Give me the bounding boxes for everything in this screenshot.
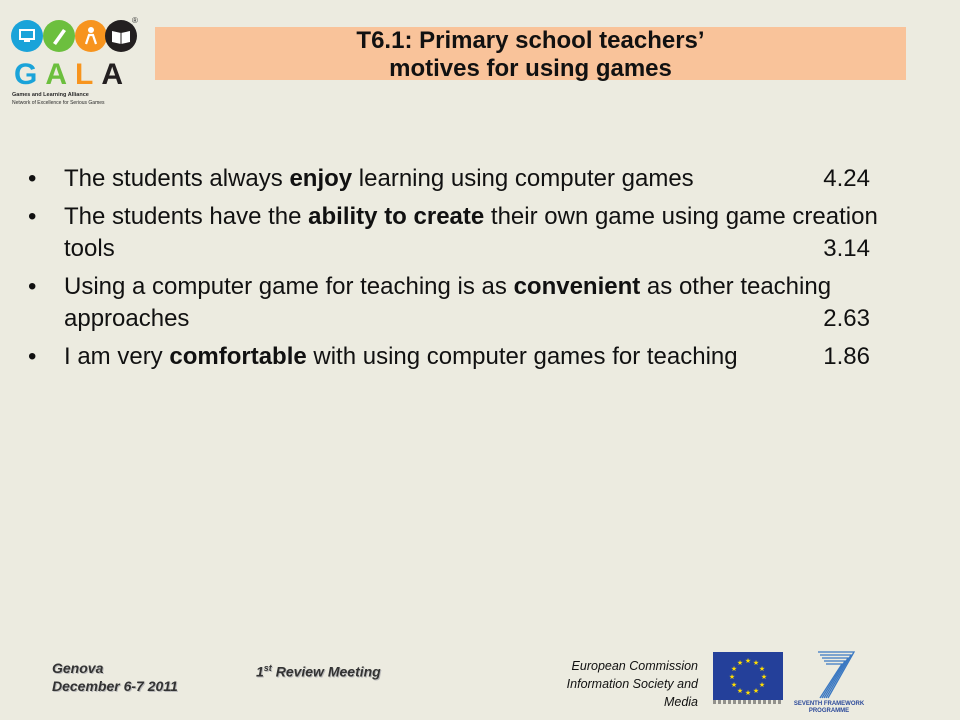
footer-meeting: 1st Review Meeting bbox=[256, 663, 381, 680]
fp7-seven-icon bbox=[790, 648, 868, 700]
fp7-label: SEVENTH FRAMEWORK bbox=[793, 701, 865, 707]
bullet-dot: • bbox=[28, 343, 37, 370]
logo-letter: A bbox=[101, 58, 132, 91]
title-bar bbox=[155, 27, 906, 80]
footer-dates: December 6-7 2011 bbox=[52, 678, 178, 694]
bullet-dot: • bbox=[28, 165, 37, 192]
fp7-label: PROGRAMME bbox=[808, 708, 850, 714]
gala-logo bbox=[8, 14, 140, 106]
svg-text:★: ★ bbox=[744, 689, 752, 697]
fp7-logo bbox=[790, 648, 868, 714]
gala-wordmark bbox=[14, 60, 140, 90]
bullet-value: 3.14 bbox=[823, 235, 870, 262]
svg-text:★: ★ bbox=[730, 681, 738, 689]
bullet-text: Using a computer game for teaching is as convenient as other teaching approaches bbox=[64, 273, 832, 332]
svg-text:★: ★ bbox=[758, 665, 766, 673]
svg-text:★: ★ bbox=[744, 657, 752, 665]
bullet-value: 4.24 bbox=[823, 165, 870, 192]
bullet-dot: • bbox=[28, 203, 37, 230]
bullet-dot: • bbox=[28, 273, 37, 300]
bullet-text: The students always enjoy learning using computer games bbox=[64, 165, 694, 192]
slide-title-line2: motives for using games bbox=[389, 55, 672, 82]
footer-city: Genova bbox=[52, 660, 104, 676]
bullet-item bbox=[28, 163, 878, 195]
logo-letter: A bbox=[45, 58, 76, 91]
gala-logo-circles bbox=[11, 18, 137, 54]
svg-text:★: ★ bbox=[730, 665, 738, 673]
svg-text:★: ★ bbox=[760, 673, 768, 681]
bullet-text: The students have the ability to create their own game using game creation tools bbox=[64, 203, 878, 262]
footer-ec-text: European Commission Information Society and Media bbox=[566, 659, 698, 709]
logo-subtagline: Network of Excellence for Serious Games bbox=[12, 100, 105, 106]
bullet-item bbox=[28, 271, 878, 335]
logo-tagline: Games and Learning Alliance bbox=[12, 92, 89, 98]
footer-location bbox=[52, 659, 178, 695]
computer-icon bbox=[11, 20, 43, 52]
svg-text:★: ★ bbox=[752, 659, 760, 667]
eu-caption bbox=[713, 700, 783, 704]
bullet-value: 2.63 bbox=[823, 305, 870, 332]
registered-mark: ® bbox=[132, 16, 138, 25]
svg-text:★: ★ bbox=[752, 687, 760, 695]
logo-letter: G bbox=[14, 58, 46, 91]
logo-letter: L bbox=[75, 58, 102, 91]
bullet-list bbox=[28, 163, 878, 379]
svg-text:★: ★ bbox=[758, 681, 766, 689]
bullet-item bbox=[28, 201, 878, 265]
bullet-value: 1.86 bbox=[823, 343, 870, 370]
slide-title-line1: T6.1: Primary school teachers’ bbox=[356, 27, 705, 54]
svg-text:★: ★ bbox=[728, 673, 736, 681]
eu-flag-icon bbox=[713, 652, 783, 700]
bullet-text: I am very comfortable with using computer games for teaching bbox=[64, 343, 738, 370]
bullet-item bbox=[28, 341, 878, 373]
svg-text:★: ★ bbox=[736, 659, 744, 667]
svg-text:★: ★ bbox=[736, 687, 744, 695]
